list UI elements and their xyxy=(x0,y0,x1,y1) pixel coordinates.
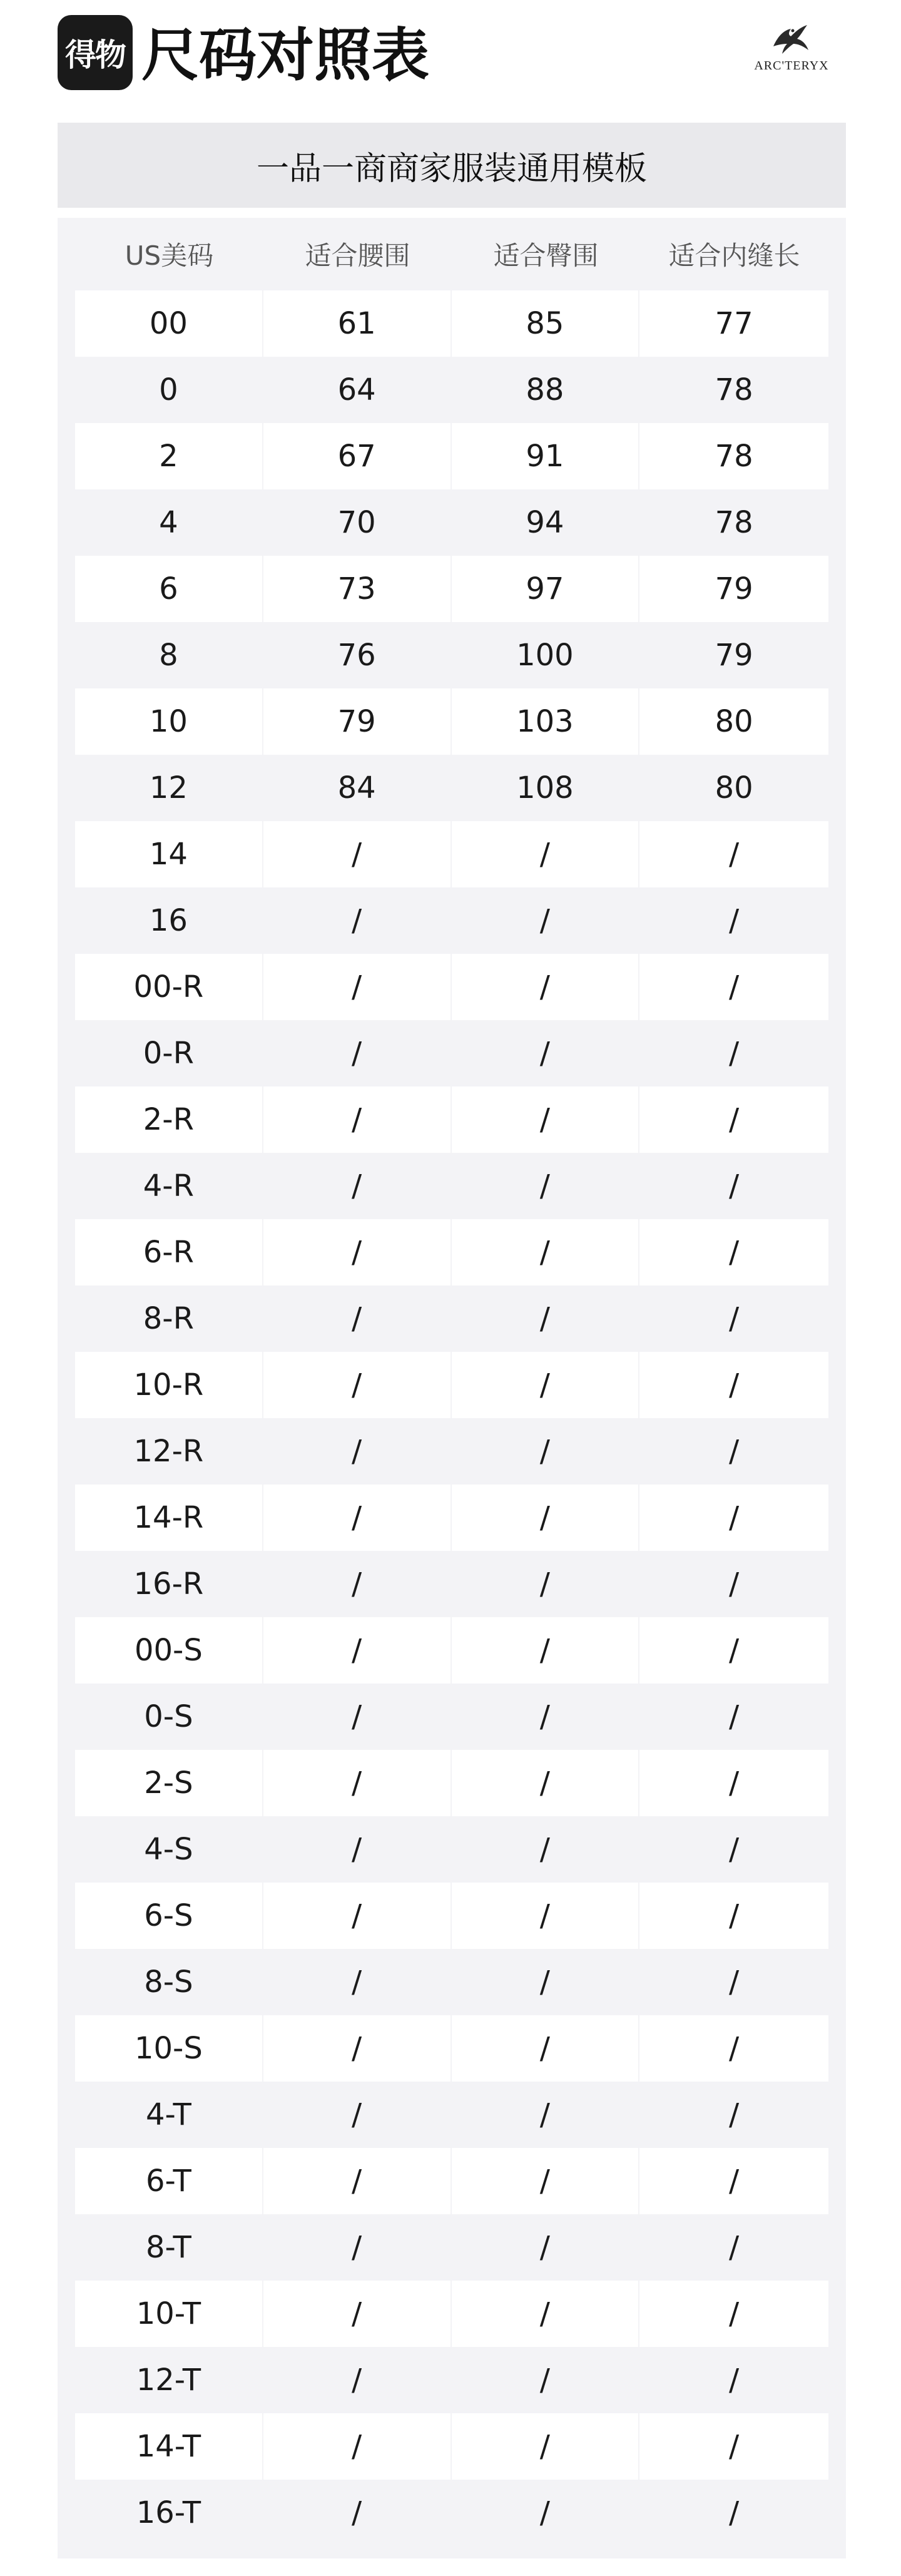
table-row xyxy=(75,622,828,688)
table-row xyxy=(75,1485,828,1551)
table-row xyxy=(75,1285,828,1352)
table-row xyxy=(75,1750,828,1816)
table-cell-col-inseam: 79 xyxy=(639,622,828,688)
table-cell-col-us-size: 2-R xyxy=(75,1086,262,1153)
table-row xyxy=(75,1617,828,1684)
table-cell-col-hip: / xyxy=(452,1684,639,1750)
table-row xyxy=(75,2413,828,2480)
size-table xyxy=(75,218,828,2546)
page-title: 尺码对照表 xyxy=(141,22,430,89)
table-row xyxy=(75,755,828,821)
table-cell-col-us-size: 10-T xyxy=(75,2281,262,2347)
table-cell-col-hip: 88 xyxy=(452,357,639,423)
brand-name: ARC'TERYX xyxy=(754,59,829,73)
table-cell-col-inseam: 78 xyxy=(639,489,828,556)
table-row xyxy=(75,357,828,423)
table-cell-col-us-size: 6 xyxy=(75,556,262,622)
table-cell-col-us-size: 0-R xyxy=(75,1020,262,1086)
table-row xyxy=(75,2148,828,2214)
table-cell-col-us-size: 14-T xyxy=(75,2413,262,2480)
dewu-logo xyxy=(58,15,133,90)
table-cell-col-inseam: / xyxy=(639,2082,828,2148)
table-cell-col-waist: / xyxy=(263,1617,450,1684)
table-cell-col-hip: / xyxy=(452,1816,639,1883)
table-row xyxy=(75,1418,828,1485)
table-cell-col-waist: / xyxy=(263,821,450,887)
column-header-col-inseam: 适合内缝长 xyxy=(668,240,800,271)
table-cell-col-hip: / xyxy=(452,1750,639,1816)
table-cell-col-us-size: 6-S xyxy=(75,1883,262,1949)
table-cell-col-hip: / xyxy=(452,1219,639,1285)
table-cell-col-hip: / xyxy=(452,1086,639,1153)
table-cell-col-waist: 70 xyxy=(263,489,450,556)
table-row xyxy=(75,489,828,556)
table-cell-col-inseam: / xyxy=(639,1485,828,1551)
table-cell-col-inseam: / xyxy=(639,1551,828,1617)
table-row xyxy=(75,1020,828,1086)
table-cell-col-hip: / xyxy=(452,2148,639,2214)
table-cell-col-inseam: / xyxy=(639,1816,828,1883)
table-cell-col-us-size: 00 xyxy=(75,290,262,357)
table-cell-col-inseam: 78 xyxy=(639,423,828,489)
table-cell-col-hip: / xyxy=(452,1949,639,2015)
table-cell-col-waist: / xyxy=(263,954,450,1020)
table-row xyxy=(75,821,828,887)
table-cell-col-hip: / xyxy=(452,1551,639,1617)
table-cell-col-waist: 73 xyxy=(263,556,450,622)
table-cell-col-us-size: 8 xyxy=(75,622,262,688)
table-cell-col-inseam: / xyxy=(639,1617,828,1684)
table-cell-col-waist: 79 xyxy=(263,688,450,755)
table-cell-col-hip: / xyxy=(452,2413,639,2480)
table-cell-col-waist: / xyxy=(263,1551,450,1617)
table-cell-col-waist: 67 xyxy=(263,423,450,489)
table-cell-col-inseam: / xyxy=(639,2214,828,2281)
table-cell-col-hip: / xyxy=(452,2347,639,2413)
table-cell-col-inseam: / xyxy=(639,1352,828,1418)
table-cell-col-hip: / xyxy=(452,1352,639,1418)
table-cell-col-us-size: 16 xyxy=(75,887,262,954)
table-cell-col-waist: / xyxy=(263,1352,450,1418)
table-cell-col-us-size: 2-S xyxy=(75,1750,262,1816)
table-cell-col-waist: / xyxy=(263,1020,450,1086)
table-cell-col-hip: 91 xyxy=(452,423,639,489)
table-cell-col-hip: 94 xyxy=(452,489,639,556)
table-cell-col-us-size: 4-S xyxy=(75,1816,262,1883)
table-cell-col-us-size: 6-T xyxy=(75,2148,262,2214)
table-cell-col-us-size: 4-T xyxy=(75,2082,262,2148)
table-cell-col-inseam: / xyxy=(639,1750,828,1816)
table-cell-col-inseam: / xyxy=(639,1883,828,1949)
table-cell-col-waist: / xyxy=(263,887,450,954)
table-row xyxy=(75,887,828,954)
table-cell-col-inseam: / xyxy=(639,2281,828,2347)
table-cell-col-waist: 84 xyxy=(263,755,450,821)
table-cell-col-inseam: 80 xyxy=(639,688,828,755)
table-cell-col-waist: / xyxy=(263,1418,450,1485)
table-row xyxy=(75,688,828,755)
table-cell-col-us-size: 14 xyxy=(75,821,262,887)
table-cell-col-waist: 76 xyxy=(263,622,450,688)
table-cell-col-hip: / xyxy=(452,2281,639,2347)
table-cell-col-hip: 97 xyxy=(452,556,639,622)
table-cell-col-hip: 108 xyxy=(452,755,639,821)
table-cell-col-us-size: 14-R xyxy=(75,1485,262,1551)
table-cell-col-inseam: / xyxy=(639,1020,828,1086)
table-row xyxy=(75,2347,828,2413)
table-body xyxy=(75,290,828,2546)
table-cell-col-waist: / xyxy=(263,2480,450,2546)
table-cell-col-waist: / xyxy=(263,2281,450,2347)
table-row xyxy=(75,1086,828,1153)
table-cell-col-hip: / xyxy=(452,2015,639,2082)
table-cell-col-waist: / xyxy=(263,1219,450,1285)
table-cell-col-waist: / xyxy=(263,1949,450,2015)
table-cell-col-inseam: / xyxy=(639,1219,828,1285)
table-cell-col-hip: / xyxy=(452,1153,639,1219)
table-cell-col-hip: / xyxy=(452,1285,639,1352)
table-cell-col-hip: / xyxy=(452,954,639,1020)
table-cell-col-inseam: / xyxy=(639,2347,828,2413)
table-cell-col-hip: / xyxy=(452,887,639,954)
table-cell-col-waist: 61 xyxy=(263,290,450,357)
table-cell-col-us-size: 0-S xyxy=(75,1684,262,1750)
table-cell-col-inseam: / xyxy=(639,954,828,1020)
table-row xyxy=(75,2214,828,2281)
table-cell-col-us-size: 10-S xyxy=(75,2015,262,2082)
table-cell-col-us-size: 10-R xyxy=(75,1352,262,1418)
table-cell-col-waist: / xyxy=(263,2347,450,2413)
table-row xyxy=(75,1352,828,1418)
table-row xyxy=(75,2082,828,2148)
table-cell-col-us-size: 8-T xyxy=(75,2214,262,2281)
table-cell-col-hip: / xyxy=(452,2214,639,2281)
table-cell-col-waist: / xyxy=(263,1086,450,1153)
column-header-col-us-size: US美码 xyxy=(125,240,214,271)
table-cell-col-inseam: / xyxy=(639,1949,828,2015)
table-row xyxy=(75,423,828,489)
table-cell-col-hip: / xyxy=(452,1485,639,1551)
table-cell-col-hip: 100 xyxy=(452,622,639,688)
table-cell-col-us-size: 2 xyxy=(75,423,262,489)
table-cell-col-inseam: / xyxy=(639,2413,828,2480)
table-cell-col-inseam: 79 xyxy=(639,556,828,622)
table-cell-col-waist: / xyxy=(263,1285,450,1352)
table-cell-col-inseam: / xyxy=(639,887,828,954)
table-cell-col-waist: 64 xyxy=(263,357,450,423)
table-cell-col-hip: / xyxy=(452,1418,639,1485)
table-cell-col-hip: 103 xyxy=(452,688,639,755)
table-cell-col-waist: / xyxy=(263,1485,450,1551)
table-cell-col-inseam: 77 xyxy=(639,290,828,357)
table-cell-col-us-size: 12 xyxy=(75,755,262,821)
table-cell-col-us-size: 4 xyxy=(75,489,262,556)
table-row xyxy=(75,1153,828,1219)
table-cell-col-inseam: / xyxy=(639,821,828,887)
table-cell-col-inseam: / xyxy=(639,2480,828,2546)
table-cell-col-us-size: 6-R xyxy=(75,1219,262,1285)
table-cell-col-waist: / xyxy=(263,1816,450,1883)
table-cell-col-inseam: / xyxy=(639,1086,828,1153)
table-cell-col-us-size: 8-R xyxy=(75,1285,262,1352)
table-row xyxy=(75,1684,828,1750)
template-subtitle: 一品一商商家服装通用模板 xyxy=(58,123,846,208)
table-cell-col-us-size: 12-R xyxy=(75,1418,262,1485)
table-row xyxy=(75,2015,828,2082)
table-cell-col-hip: / xyxy=(452,1617,639,1684)
table-header xyxy=(75,218,828,290)
table-cell-col-waist: / xyxy=(263,1684,450,1750)
column-header-col-waist: 适合腰围 xyxy=(305,240,410,271)
table-row xyxy=(75,1219,828,1285)
table-cell-col-hip: / xyxy=(452,1883,639,1949)
table-row xyxy=(75,1551,828,1617)
table-cell-col-inseam: / xyxy=(639,2148,828,2214)
table-cell-col-waist: / xyxy=(263,2413,450,2480)
column-header-col-hip: 适合臀围 xyxy=(493,240,599,271)
table-cell-col-waist: / xyxy=(263,1750,450,1816)
archaeopteryx-icon xyxy=(770,21,813,56)
table-cell-col-us-size: 0 xyxy=(75,357,262,423)
table-cell-col-inseam: 78 xyxy=(639,357,828,423)
table-row xyxy=(75,1816,828,1883)
table-cell-col-hip: / xyxy=(452,1020,639,1086)
table-cell-col-us-size: 8-S xyxy=(75,1949,262,2015)
table-cell-col-hip: / xyxy=(452,821,639,887)
table-row xyxy=(75,2480,828,2546)
table-cell-col-inseam: 80 xyxy=(639,755,828,821)
table-row xyxy=(75,1883,828,1949)
table-cell-col-us-size: 16-R xyxy=(75,1551,262,1617)
table-cell-col-hip: 85 xyxy=(452,290,639,357)
table-cell-col-waist: / xyxy=(263,2214,450,2281)
logo-text: 得物 xyxy=(65,37,125,73)
table-cell-col-waist: / xyxy=(263,2015,450,2082)
table-cell-col-us-size: 16-T xyxy=(75,2480,262,2546)
table-cell-col-waist: / xyxy=(263,2148,450,2214)
table-cell-col-hip: / xyxy=(452,2082,639,2148)
table-cell-col-inseam: / xyxy=(639,2015,828,2082)
table-row xyxy=(75,1949,828,2015)
table-row xyxy=(75,2281,828,2347)
table-cell-col-hip: / xyxy=(452,2480,639,2546)
table-cell-col-inseam: / xyxy=(639,1684,828,1750)
table-cell-col-us-size: 00-R xyxy=(75,954,262,1020)
table-cell-col-inseam: / xyxy=(639,1285,828,1352)
table-cell-col-waist: / xyxy=(263,2082,450,2148)
table-cell-col-inseam: / xyxy=(639,1153,828,1219)
table-row xyxy=(75,954,828,1020)
table-row xyxy=(75,556,828,622)
table-cell-col-us-size: 10 xyxy=(75,688,262,755)
table-row xyxy=(75,290,828,357)
brand-logo xyxy=(745,21,838,84)
table-cell-col-waist: / xyxy=(263,1883,450,1949)
table-cell-col-us-size: 12-T xyxy=(75,2347,262,2413)
page-header xyxy=(0,0,901,119)
table-cell-col-waist: / xyxy=(263,1153,450,1219)
size-table-panel xyxy=(58,218,846,2558)
table-cell-col-us-size: 4-R xyxy=(75,1153,262,1219)
table-cell-col-inseam: / xyxy=(639,1418,828,1485)
table-cell-col-us-size: 00-S xyxy=(75,1617,262,1684)
